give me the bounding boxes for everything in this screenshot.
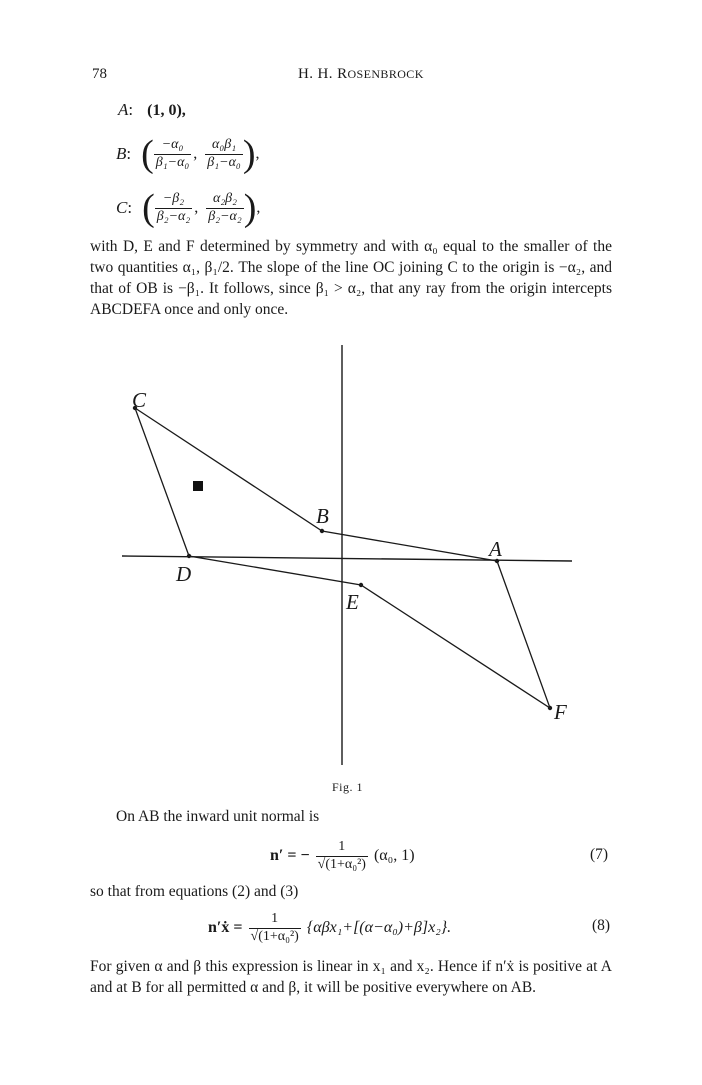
point-a-label: A — [118, 100, 129, 119]
vertex-b-dot — [320, 529, 324, 533]
label-e: E — [346, 590, 359, 614]
point-b-end: , — [255, 145, 260, 162]
equation-8-rhs: {αβx₁+[(α−α₀)+β]x₂}. — [306, 919, 452, 936]
point-a-definition — [118, 100, 186, 120]
point-b-colon: : — [126, 144, 132, 163]
label-c: C — [132, 388, 147, 412]
point-c-open-paren: ( — [142, 187, 155, 229]
running-head-rest: OSENBROCK — [347, 67, 424, 81]
equation-7-number: (7) — [590, 846, 609, 863]
point-b-separator: , — [193, 145, 198, 162]
point-b-x-numerator: −α₀ — [154, 137, 192, 154]
vertex-d-dot — [187, 554, 191, 558]
point-b-x-fraction — [154, 137, 192, 170]
point-b-x-denominator: β₁−α₀ — [155, 154, 190, 170]
page-number: 78 — [92, 66, 107, 82]
figure-1 — [0, 330, 702, 770]
paragraph-inward-normal: On AB the inward unit normal is — [116, 808, 320, 825]
point-c-definition — [116, 186, 260, 230]
point-c-y-denominator: β₂−α₂ — [208, 208, 242, 224]
vertex-f-dot — [548, 706, 552, 710]
running-head-initials: H. H. — [298, 66, 338, 82]
equation-7-numerator: 1 — [316, 839, 368, 856]
running-head — [298, 66, 424, 83]
point-c-y-fraction — [206, 191, 244, 224]
equation-7 — [270, 834, 415, 878]
point-c-separator: , — [194, 199, 199, 216]
point-c-close-paren: ) — [243, 187, 257, 229]
running-head-first-letter: R — [337, 66, 348, 82]
vertex-e-dot — [359, 583, 363, 587]
point-a-colon: : — [128, 100, 134, 119]
paragraph-from-equations: so that from equations (2) and (3) — [90, 883, 299, 900]
equation-7-lhs: n′ = − — [270, 847, 310, 864]
point-a-coords: (1, 0), — [147, 102, 186, 119]
equation-8-denominator: √(1+α₀²) — [250, 928, 299, 944]
point-c-x-numerator: −β₂ — [155, 191, 193, 208]
equation-8-fraction — [249, 911, 301, 944]
point-b-definition — [116, 132, 259, 176]
equation-8-lhs: n′ẋ = — [208, 919, 243, 936]
point-c-label: C — [116, 198, 128, 217]
black-square-marker — [193, 481, 203, 491]
point-b-label: B — [116, 144, 127, 163]
paragraph-linear-expression: For given α and β this expression is linear in x₁ and x₂. Hence if n′ẋ is positive at A and at B for all permitted α and β, it will be positive everywhere on AB. — [90, 958, 612, 996]
point-c-x-fraction — [155, 191, 193, 224]
label-d: D — [176, 562, 192, 586]
point-b-y-denominator: β₁−α₀ — [207, 154, 241, 170]
equation-8-number: (8) — [592, 917, 611, 934]
equation-7-denominator: √(1+α₀²) — [317, 856, 366, 872]
point-b-close-paren: ) — [242, 133, 256, 175]
point-b-y-numerator: α₀β₁ — [205, 137, 243, 154]
label-f: F — [554, 700, 567, 724]
label-a: A — [489, 537, 502, 561]
equation-7-rhs: (α₀, 1) — [373, 847, 415, 864]
label-b: B — [316, 504, 329, 528]
point-c-end: , — [256, 199, 261, 216]
paragraph-symmetry: with D, E and F determined by symmetry and with α₀ equal to the smaller of the two quantities α₁, β₁/2. The slope of the line OC joining C to the origin is −α₂, and that of OB is −β₁. It follows, since β₁ > α₂, that any ray from the origin intercepts ABCDEFA once and only once. — [90, 238, 612, 318]
equation-8 — [208, 906, 451, 950]
point-c-x-denominator: β₂−α₂ — [156, 208, 191, 224]
point-b-y-fraction — [205, 137, 243, 170]
point-b-open-paren: ( — [141, 133, 154, 175]
figure-caption: Fig. 1 — [332, 780, 364, 794]
equation-8-numerator: 1 — [249, 911, 301, 928]
equation-7-fraction — [316, 839, 368, 872]
point-c-y-numerator: α₂β₂ — [206, 191, 244, 208]
point-c-colon: : — [127, 198, 133, 217]
